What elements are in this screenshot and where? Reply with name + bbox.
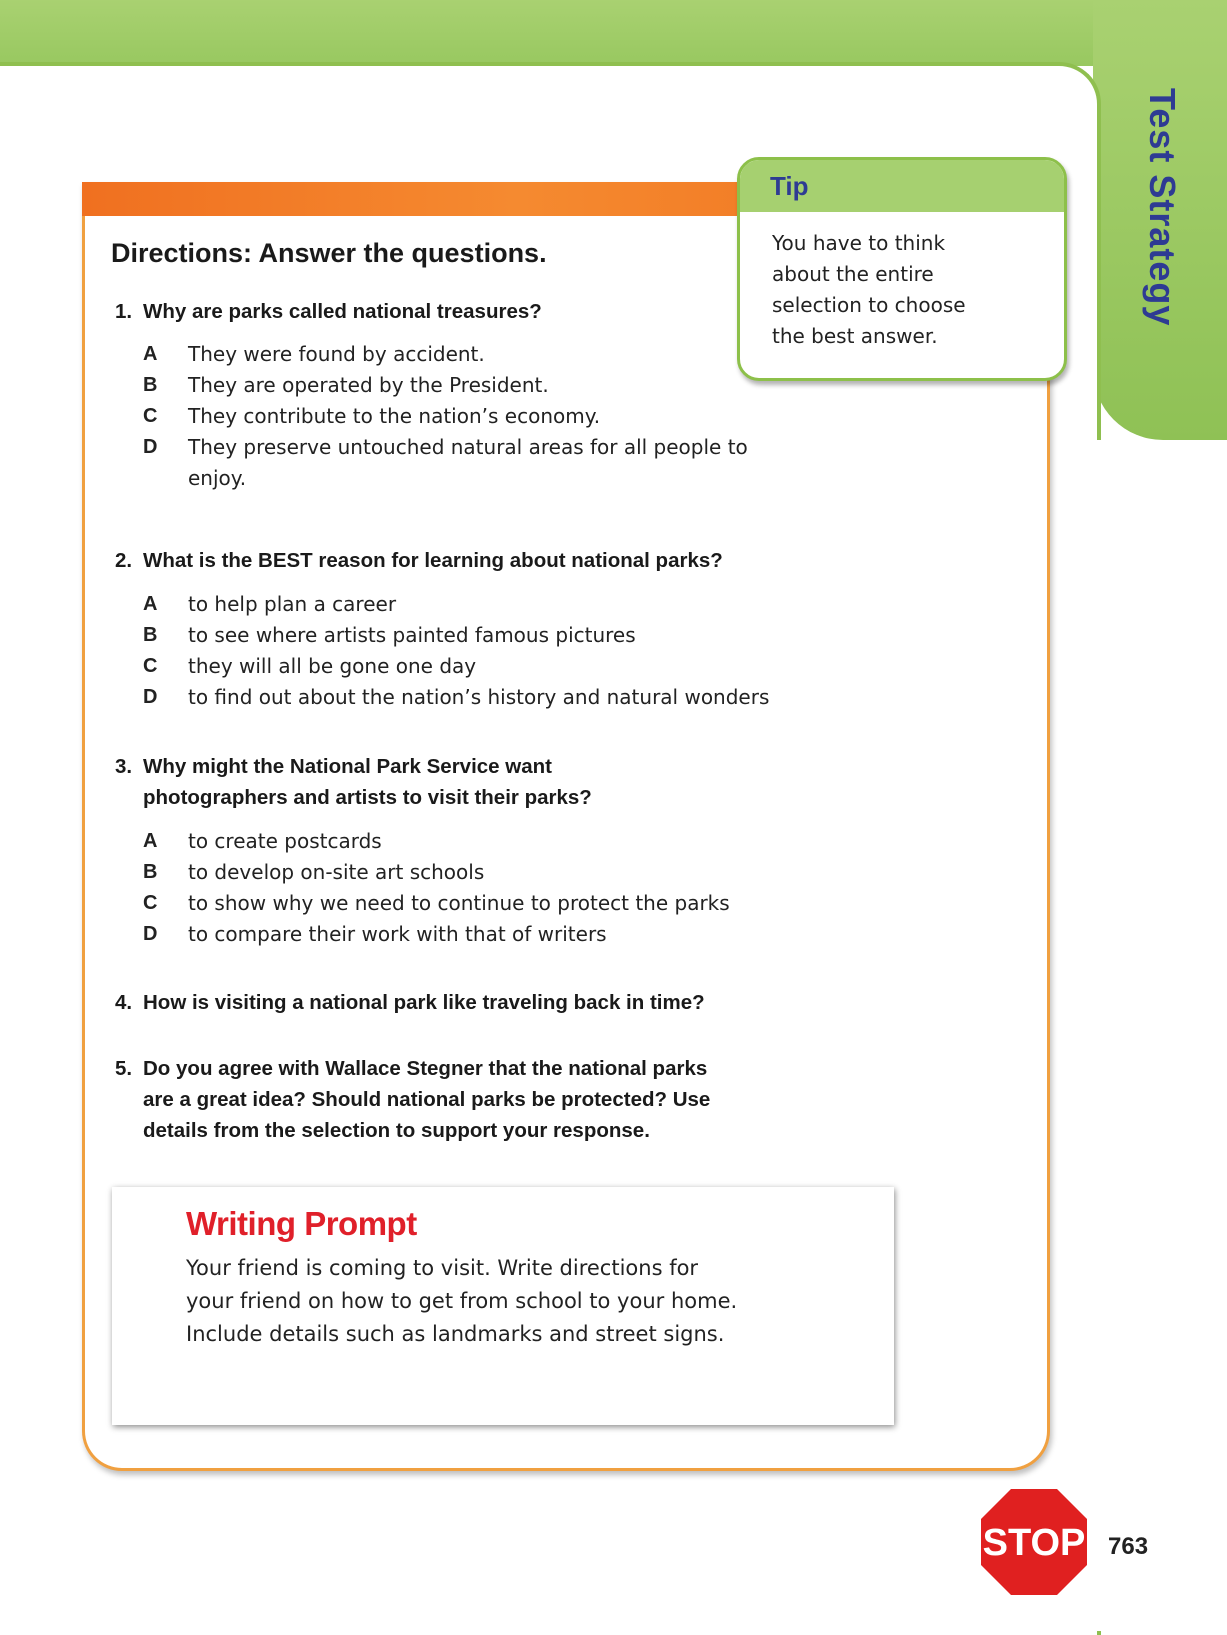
answer-text: they will all be gone one day — [188, 654, 477, 678]
answer-letter: A — [143, 593, 158, 615]
question-line: Why might the National Park Service want — [143, 755, 552, 778]
answer-letter: C — [143, 405, 158, 427]
answer-option[interactable] — [143, 888, 888, 919]
answer-letter: D — [143, 923, 158, 945]
answer-list-2 — [143, 589, 888, 713]
top-green-band — [0, 0, 1227, 66]
answer-option[interactable] — [143, 651, 888, 682]
writing-prompt-text — [186, 1252, 836, 1351]
question-line: photographers and artists to visit their parks? — [143, 786, 592, 809]
answer-text: They are operated by the President. — [188, 373, 549, 397]
answer-letter: C — [143, 655, 158, 677]
tip-text — [740, 212, 1064, 352]
answer-list-3 — [143, 826, 888, 950]
question-line: Do you agree with Wallace Stegner that the national parks — [143, 1057, 708, 1080]
answer-letter: C — [143, 892, 158, 914]
question-4 — [115, 987, 705, 1018]
tip-line: selection to choose — [772, 293, 966, 317]
answer-letter: D — [143, 436, 158, 458]
answer-letter: B — [143, 624, 158, 646]
question-number: 2. — [115, 549, 133, 572]
answer-list-1 — [143, 339, 808, 494]
answer-option[interactable] — [143, 620, 888, 651]
answer-text: to help plan a career — [188, 592, 397, 616]
answer-text: to see where artists painted famous pictures — [188, 623, 636, 647]
tip-title: Tip — [740, 160, 1064, 212]
directions-heading: Directions: Answer the questions. — [111, 238, 547, 268]
answer-text: to find out about the nation’s history and natural wonders — [188, 685, 770, 709]
question-line: are a great idea? Should national parks be protected? Use — [143, 1088, 711, 1111]
answer-text: to develop on-site art schools — [188, 860, 485, 884]
question-number: 1. — [115, 300, 133, 323]
answer-text: They preserve untouched natural areas for all people to enjoy. — [188, 435, 748, 490]
question-number: 5. — [115, 1057, 133, 1080]
writing-prompt-title: Writing Prompt — [186, 1205, 417, 1242]
question-line: details from the selection to support your response. — [143, 1119, 650, 1142]
answer-text: They were found by accident. — [188, 342, 485, 366]
stop-sign-label: STOP — [982, 1522, 1086, 1564]
question-1 — [115, 296, 542, 327]
question-3 — [115, 751, 592, 813]
page-number: 763 — [1108, 1533, 1149, 1560]
stop-sign-icon — [975, 1483, 1093, 1601]
answer-option[interactable] — [143, 339, 808, 370]
question-text: How is visiting a national park like traveling back in time? — [143, 991, 705, 1014]
answer-text: to compare their work with that of writers — [188, 922, 607, 946]
answer-letter: B — [143, 861, 158, 883]
tip-line: You have to think — [772, 231, 946, 255]
answer-option[interactable] — [143, 589, 888, 620]
answer-letter: B — [143, 374, 158, 396]
question-number: 4. — [115, 991, 133, 1014]
answer-letter: D — [143, 686, 158, 708]
writing-prompt-line: Include details such as landmarks and street signs. — [186, 1322, 725, 1346]
answer-letter: A — [143, 830, 158, 852]
answer-option[interactable] — [143, 919, 888, 950]
answer-option[interactable] — [143, 432, 808, 494]
answer-option[interactable] — [143, 826, 888, 857]
answer-option[interactable] — [143, 401, 808, 432]
answer-option[interactable] — [143, 682, 888, 713]
answer-text: to show why we need to continue to protect the parks — [188, 891, 730, 915]
answer-text: They contribute to the nation’s economy. — [188, 404, 601, 428]
answer-text: to create postcards — [188, 829, 382, 853]
tip-line: about the entire — [772, 262, 934, 286]
question-text: What is the BEST reason for learning about national parks? — [143, 549, 723, 572]
question-text — [143, 1053, 710, 1146]
answer-option[interactable] — [143, 370, 808, 401]
writing-prompt-line: your friend on how to get from school to your home. — [186, 1289, 738, 1313]
question-5 — [115, 1053, 710, 1146]
writing-prompt-line: Your friend is coming to visit. Write directions for — [186, 1256, 699, 1280]
tip-line: the best answer. — [772, 324, 938, 348]
question-text: Why are parks called national treasures? — [143, 300, 542, 323]
question-number: 3. — [115, 755, 133, 778]
question-2 — [115, 545, 723, 576]
section-tab-label: Test Strategy — [1142, 88, 1183, 327]
question-text — [143, 751, 592, 813]
answer-letter: A — [143, 343, 158, 365]
answer-option[interactable] — [143, 857, 888, 888]
